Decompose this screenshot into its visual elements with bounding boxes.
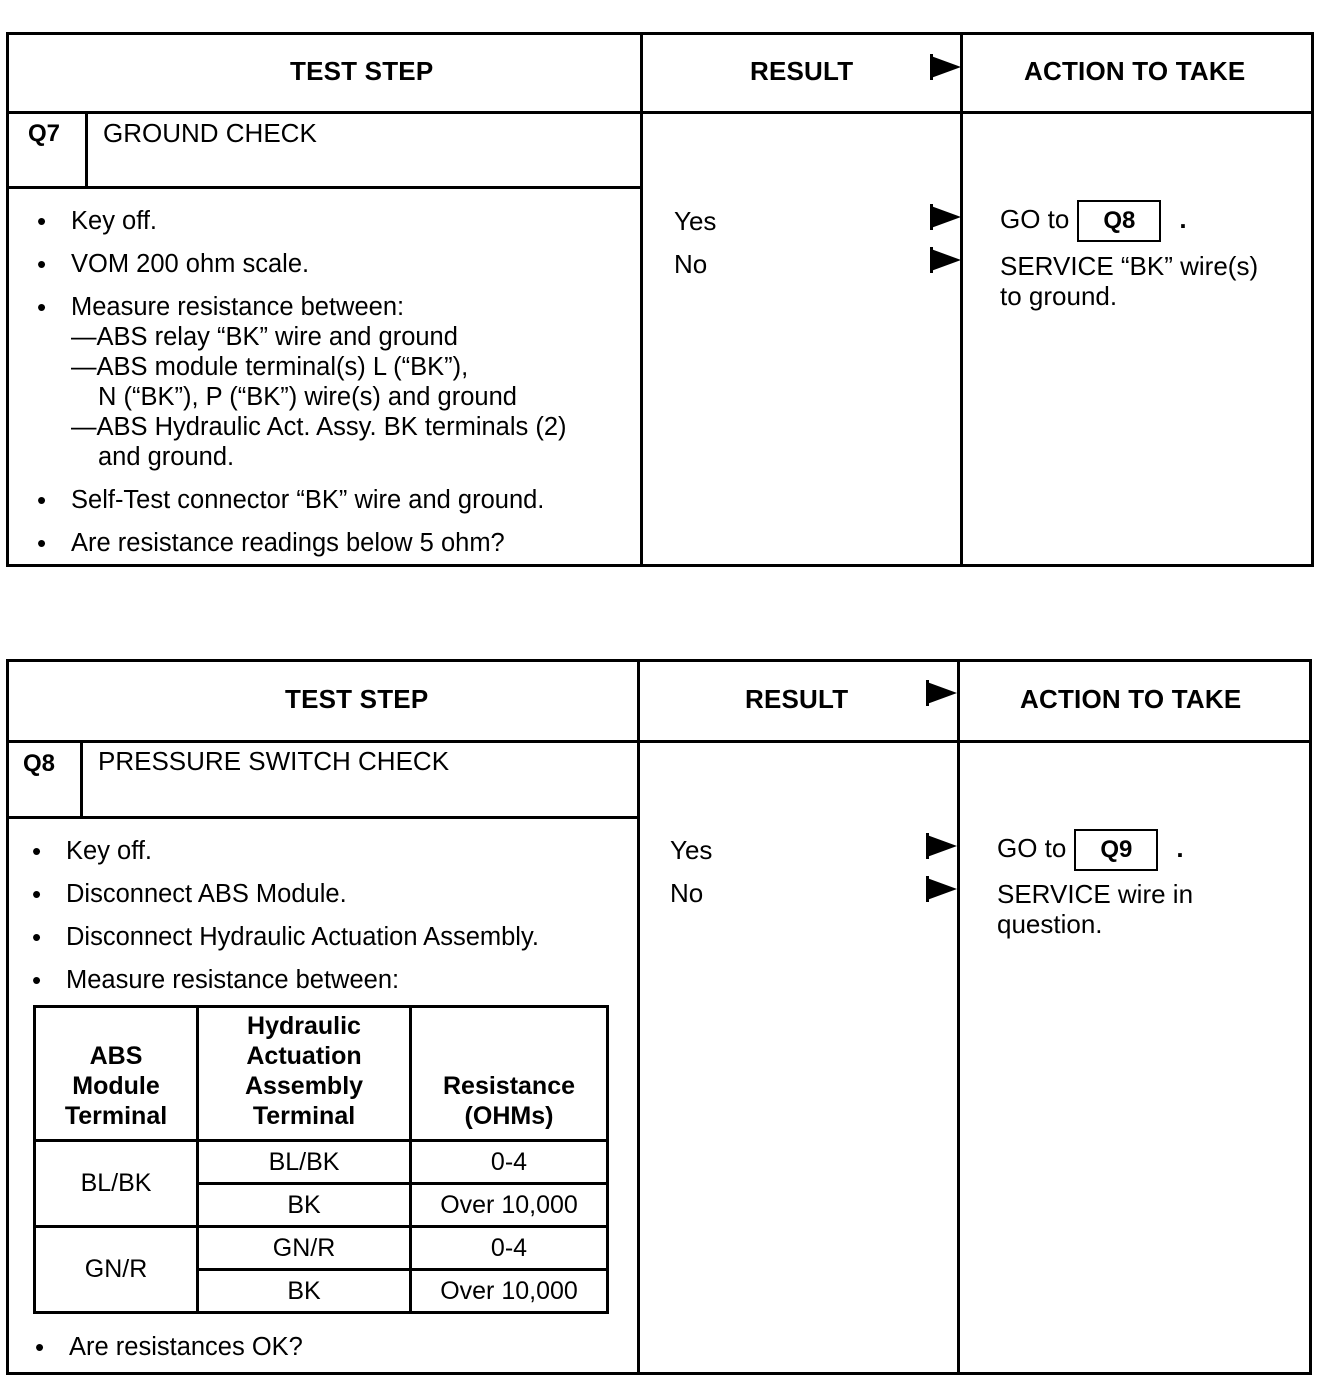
q8-step-title: PRESSURE SWITCH CHECK — [98, 746, 450, 776]
q8-bullet-key-off: • Key off. — [32, 836, 539, 866]
q8-action-goto: GO to Q9 . — [997, 829, 1184, 871]
q8-bullet-disconnect-module: • Disconnect ABS Module. — [32, 879, 539, 909]
q8-step-number: Q8 — [23, 750, 56, 777]
q8-no-arrow-icon — [927, 878, 957, 900]
table-cell-abs: GN/R — [35, 1227, 198, 1313]
table-cell-hyd: BK — [198, 1184, 411, 1227]
table-cell-abs: BL/BK — [35, 1141, 198, 1227]
table-header-abs-terminal: ABS Module Terminal — [35, 1007, 198, 1141]
q7-action-service: SERVICE “BK” wire(s) to ground. — [1000, 251, 1259, 311]
q7-step-number: Q7 — [28, 120, 61, 147]
table-cell-hyd: BL/BK — [198, 1141, 411, 1184]
q7-bullet-question: • Are resistance readings below 5 ohm? — [37, 528, 567, 558]
q7-header-test-step: TEST STEP — [290, 56, 434, 86]
q8-goto-ref-box: Q9 — [1074, 829, 1158, 871]
q7-goto-ref-box: Q8 — [1077, 200, 1161, 242]
q8-header-action: ACTION TO TAKE — [1020, 684, 1242, 714]
q7-bullet-self-test: • Self-Test connector “BK” wire and ground. — [37, 485, 567, 515]
q8-bullet-question: • Are resistances OK? — [35, 1332, 303, 1362]
q7-bullet-measure: • Measure resistance between: —ABS relay “BK” wire and ground —ABS module terminal(s) L (“BK”), N (“BK”), P (“BK”) wire(s) and ground —ABS Hydraulic Act. Assy. BK terminals (2) and ground. — [37, 292, 567, 472]
q8-final-bullet-list — [35, 1332, 303, 1375]
q7-header-action: ACTION TO TAKE — [1024, 56, 1246, 86]
q7-header-arrow-icon — [931, 56, 961, 78]
q7-number-divider — [85, 111, 88, 188]
q8-divider-result — [637, 659, 640, 1375]
q8-bullet-list — [32, 836, 539, 1008]
q7-bullet-vom: • VOM 200 ohm scale. — [37, 249, 567, 279]
q8-bullet-disconnect-hydraulic: • Disconnect Hydraulic Actuation Assembly. — [32, 922, 539, 952]
table-header-resistance: Resistance (OHMs) — [411, 1007, 608, 1141]
q8-number-divider — [80, 740, 83, 818]
table-cell-res: 0-4 — [411, 1227, 608, 1270]
q8-result-no: No — [670, 878, 704, 908]
q8-resistance-table — [33, 1005, 609, 1314]
table-cell-res: Over 10,000 — [411, 1184, 608, 1227]
table-cell-res: 0-4 — [411, 1141, 608, 1184]
q8-result-yes: Yes — [670, 835, 713, 865]
q7-bullet-key-off: • Key off. — [37, 206, 567, 236]
table-row — [35, 1227, 608, 1270]
q7-yes-arrow-icon — [931, 206, 961, 228]
table-cell-res: Over 10,000 — [411, 1270, 608, 1313]
q8-header-test-step: TEST STEP — [285, 684, 429, 714]
q8-action-service: SERVICE wire in question. — [997, 879, 1194, 939]
q7-result-yes: Yes — [674, 206, 717, 236]
q8-title-rule — [6, 816, 639, 819]
q7-header-rule — [6, 111, 1314, 114]
q7-action-goto: GO to Q8 . — [1000, 200, 1187, 242]
q7-result-no: No — [674, 249, 708, 279]
q7-title-rule — [6, 186, 642, 189]
q7-header-result: RESULT — [750, 56, 854, 86]
table-row — [35, 1141, 608, 1184]
table-cell-hyd: GN/R — [198, 1227, 411, 1270]
q7-bullet-list — [37, 206, 567, 571]
q8-yes-arrow-icon — [927, 835, 957, 857]
table-cell-hyd: BK — [198, 1270, 411, 1313]
q8-header-arrow-icon — [927, 682, 957, 704]
q8-header-rule — [6, 740, 1312, 743]
q7-no-arrow-icon — [931, 249, 961, 271]
q8-bullet-measure: • Measure resistance between: — [32, 965, 539, 995]
table-header-hydraulic-terminal: Hydraulic Actuation Assembly Terminal — [198, 1007, 411, 1141]
q7-step-title: GROUND CHECK — [103, 118, 317, 148]
q8-header-result: RESULT — [745, 684, 849, 714]
q8-divider-action — [957, 659, 960, 1375]
